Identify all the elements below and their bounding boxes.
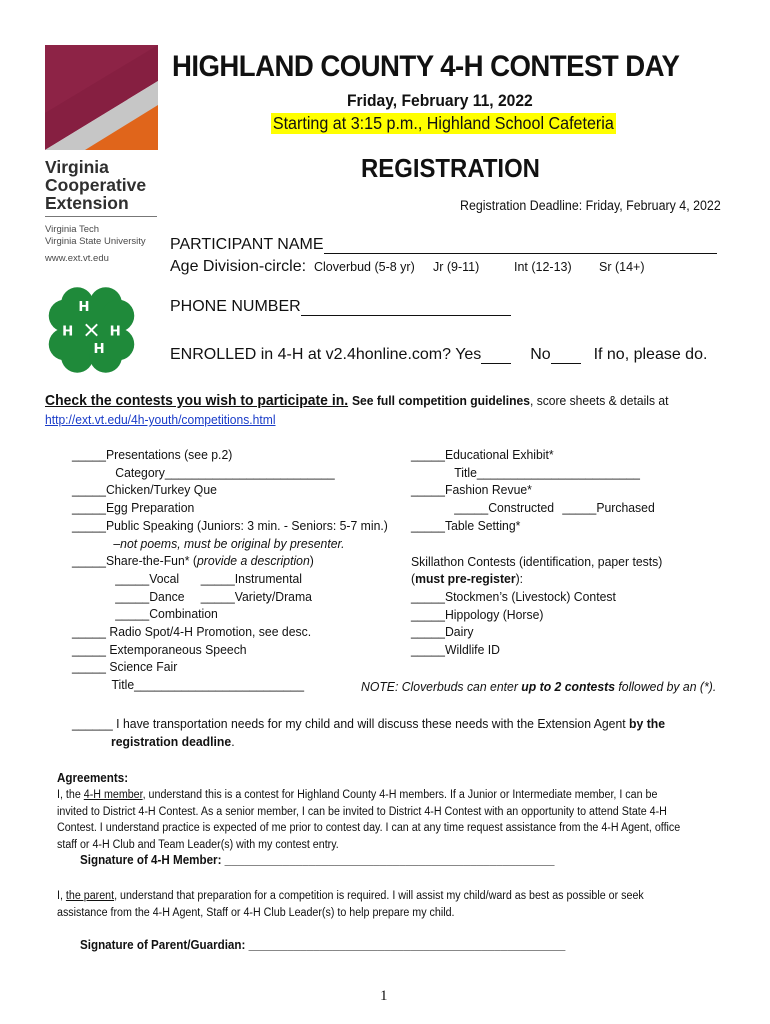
contests-see-guidelines: See full competition guidelines [351, 393, 530, 408]
contests-heading [45, 392, 668, 409]
contest-stockmens[interactable]: _____Stockmen’s (Livestock) Contest [411, 588, 616, 604]
contests-left-column [72, 446, 388, 694]
share-the-fun-close: ) [309, 553, 314, 569]
skillathon-heading: Skillathon Contests (identification, paper tests) [411, 553, 663, 569]
svg-text:H: H [78, 300, 90, 315]
transport-text: I have transportation needs for my child and will discuss these needs with the Extension Agent [112, 716, 630, 731]
agreement-member-paragraph [57, 787, 682, 853]
skillathon-preregister [411, 570, 662, 588]
participant-name-field[interactable] [324, 253, 717, 254]
option-dance[interactable]: _____Dance [115, 588, 185, 604]
contest-egg-preparation[interactable]: _____Egg Preparation [72, 500, 195, 516]
page-number: 1 [380, 988, 388, 1004]
vce-logo-vsu: Virginia State University [45, 236, 146, 247]
vce-logo-word-1: Virginia [45, 157, 109, 177]
logo-divider [45, 216, 157, 217]
enrolled-yes-field[interactable] [481, 363, 511, 364]
age-division-row [170, 258, 306, 276]
agreement-parent-paragraph [57, 888, 682, 921]
signature-member-field[interactable]: Signature of 4-H Member: ___________________________________________________ [80, 853, 555, 867]
presentations-category-field[interactable]: Category_________________________ [115, 464, 335, 480]
enrolled-no-label: No [530, 346, 551, 363]
contest-chicken-turkey-que[interactable]: _____Chicken/Turkey Que [72, 482, 217, 498]
division-junior[interactable]: Jr (9-11) [433, 260, 480, 274]
svg-text:H: H [62, 324, 74, 340]
option-variety-drama[interactable]: _____Variety/Drama [200, 588, 312, 604]
note-emphasis: up to 2 contests [521, 679, 616, 694]
preregister-open: ( [411, 571, 416, 587]
share-the-fun-row-1 [72, 570, 388, 588]
event-time-place: Starting at 3:15 p.m., Highland School Cafeteria [272, 113, 614, 133]
transport-end: . [231, 734, 235, 749]
vce-logo-tech: Virginia Tech [45, 224, 100, 235]
enrolled-yes-label: Yes [455, 346, 482, 363]
registration-deadline: Registration Deadline: Friday, February 4, 2022 [460, 198, 721, 213]
option-combination[interactable]: _____Combination [115, 606, 218, 622]
enrolled-instruction: If no, please do. [593, 346, 708, 363]
educational-exhibit-title-field[interactable]: Title________________________ [454, 464, 640, 480]
registration-heading: REGISTRATION [361, 153, 540, 183]
contest-fashion-revue[interactable]: _____Fashion Revue* [411, 482, 532, 498]
svg-text:H: H [93, 341, 105, 357]
age-division-label: Age Division-circle: [170, 258, 307, 275]
science-fair-title-field[interactable]: Title_________________________ [111, 677, 305, 693]
contests-check-text: Check the contests you wish to participate in. [45, 392, 349, 409]
signature-parent-field[interactable]: Signature of Parent/Guardian: _________________________________________________ [80, 938, 566, 952]
agreement-member-underline: 4-H member [83, 789, 143, 801]
svg-text:H: H [109, 324, 121, 340]
phone-field[interactable] [301, 315, 511, 316]
contest-extemporaneous-speech[interactable]: _____ Extemporaneous Speech [72, 641, 247, 657]
share-the-fun-label: _____Share-the-Fun* ( [72, 553, 198, 569]
vce-logo-word-2: Cooperative [45, 175, 147, 195]
share-the-fun-row-2 [72, 588, 388, 606]
4h-clover-icon [44, 280, 139, 380]
page-title: HIGHLAND COUNTY 4-H CONTEST DAY [172, 50, 680, 83]
transport-row [72, 716, 665, 731]
participant-name-label: PARTICIPANT NAME [170, 236, 324, 253]
agreement-parent-prefix: I, [57, 890, 66, 902]
contests-right-column [411, 446, 662, 659]
contest-wildlife-id[interactable]: _____Wildlife ID [411, 642, 500, 658]
contest-hippology[interactable]: _____Hippology (Horse) [411, 606, 544, 622]
public-speaking-note: –not poems, must be original by presenter. [113, 535, 345, 551]
competitions-link[interactable]: http://ext.vt.edu/4h-youth/competitions.html [45, 412, 276, 427]
phone-row [170, 298, 511, 316]
agreement-member-text: , understand this is a contest for Highland County 4-H members. If a Junior or Intermediate member, I can be invited to District 4-H Contest. As a senior member, I can be invited to District 4-H Contest with an opportunity to attend State 4-H Contest. I understand practice is expected of me prior to contest day. I can at any time request assistance from the 4-H Agent, office staff or 4-H Club and Team Leader(s) with my contest entry. [57, 789, 681, 851]
event-date: Friday, February 11, 2022 [347, 91, 533, 110]
cloverbud-note [361, 679, 716, 694]
contest-presentations[interactable]: _____Presentations (see p.2) [72, 447, 233, 462]
participant-name-row [170, 236, 717, 254]
transport-row-2 [111, 734, 235, 749]
contest-public-speaking[interactable]: _____Public Speaking (Juniors: 3 min. - Seniors: 5-7 min.) [72, 517, 388, 533]
enrolled-row [170, 346, 707, 364]
contest-share-the-fun[interactable] [72, 552, 388, 570]
contests-link-row [45, 411, 276, 429]
option-vocal[interactable]: _____Vocal [115, 570, 180, 586]
note-suffix: followed by an (*). [615, 679, 717, 694]
transport-field[interactable]: ______ [72, 716, 113, 731]
phone-label: PHONE NUMBER [170, 298, 301, 315]
fashion-revue-options [411, 499, 662, 517]
transport-deadline: registration deadline [111, 734, 232, 749]
vce-logo-word-3: Extension [45, 193, 129, 213]
option-constructed[interactable]: _____Constructed [454, 500, 555, 516]
agreements-heading: Agreements: [57, 771, 129, 785]
contest-dairy[interactable]: _____Dairy [411, 624, 474, 640]
contest-table-setting[interactable]: _____Table Setting* [411, 517, 521, 533]
share-the-fun-hint: provide a description [197, 553, 310, 569]
division-intermediate[interactable]: Int (12-13) [514, 260, 572, 274]
note-prefix: NOTE: Cloverbuds can enter [361, 679, 522, 694]
vce-logo-mark-icon [45, 45, 158, 150]
division-cloverbud[interactable]: Cloverbud (5-8 yr) [314, 260, 415, 274]
enrolled-no-field[interactable] [551, 363, 581, 364]
enrolled-label: ENROLLED in 4-H at v2.4honline.com? [170, 346, 452, 363]
agreement-parent-text: , understand that preparation for a competition is required. I will assist my child/ward as best as possible or seek assistance from the 4-H Agent, Staff or 4-H Club Leader(s) to help prepare my child. [57, 890, 644, 919]
contest-radio-spot[interactable]: _____ Radio Spot/4-H Promotion, see desc. [72, 624, 312, 640]
option-instrumental[interactable]: _____Instrumental [200, 570, 303, 586]
contests-see-rest: , score sheets & details at [529, 393, 669, 408]
contest-educational-exhibit[interactable]: _____Educational Exhibit* [411, 447, 554, 462]
agreement-member-prefix: I, the [57, 789, 84, 801]
agreement-parent-underline: the parent [65, 890, 115, 902]
vce-logo-url: www.ext.vt.edu [45, 253, 109, 264]
contest-science-fair[interactable]: _____ Science Fair [72, 659, 178, 675]
preregister-close: ): [515, 571, 524, 587]
division-senior[interactable]: Sr (14+) [599, 260, 645, 274]
option-purchased[interactable]: _____Purchased [562, 500, 655, 516]
preregister-text: must pre-register [415, 571, 516, 587]
transport-bold: by the [629, 716, 666, 731]
